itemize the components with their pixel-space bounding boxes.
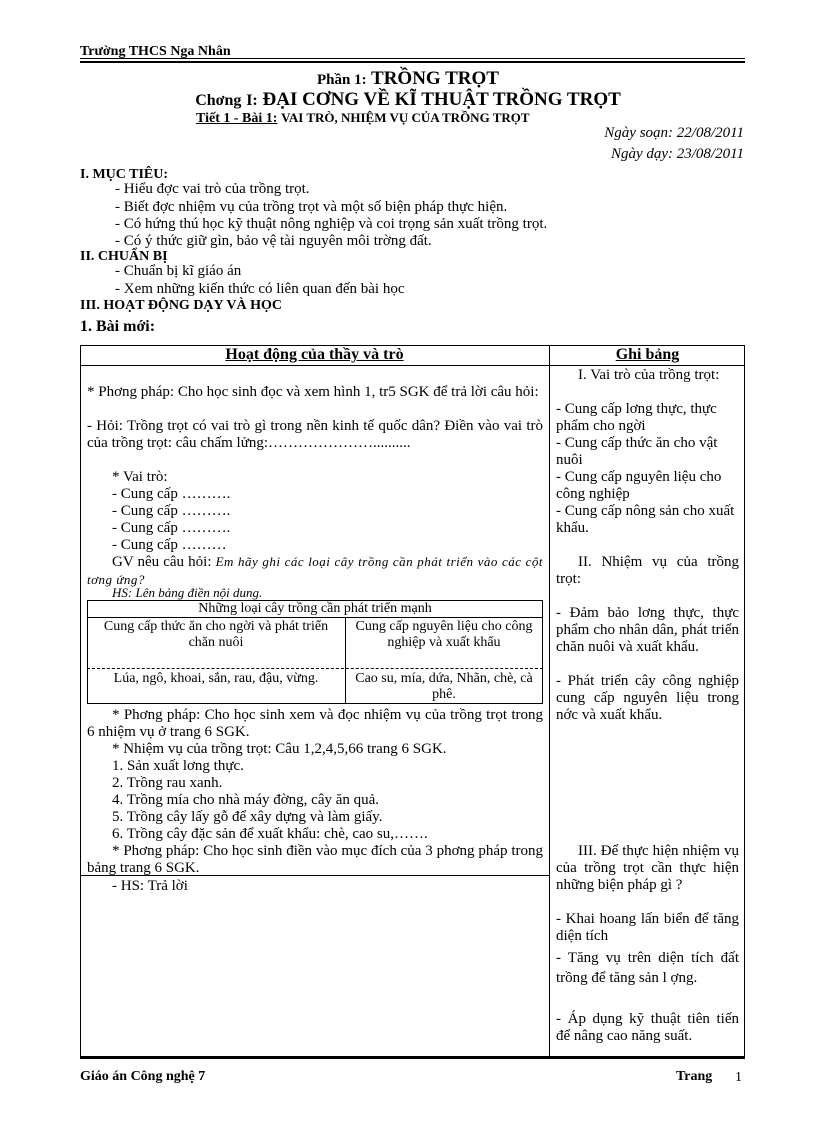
- method-paragraph-2: * Phơng pháp: Cho học sinh xem và đọc nhiệm vụ của trồng trọt trong 6 nhiệm vụ ở trang 6 SGK.: [87, 707, 543, 740]
- part-name: TRỒNG TRỌT: [371, 68, 499, 89]
- new-lesson-heading: 1. Bài mới:: [80, 318, 156, 335]
- crops-table-title: Những loại cây trồng cần phát triển mạnh: [198, 601, 432, 616]
- header-rule-thick: [80, 61, 745, 63]
- crops-table-row-divider: [87, 668, 543, 669]
- crops-col-2-cell: Cao su, mía, dứa, Nhãn, chè, cà phê.: [355, 671, 533, 702]
- roles-title: * Vai trò:: [112, 469, 168, 485]
- objective-item: - Có ý thức giữ gìn, bảo vệ tài nguyên môi trờng đất.: [115, 233, 432, 249]
- board-section-1-item: - Cung cấp nguyên liệu cho công nghiệp: [556, 469, 722, 502]
- lesson-label: Tiết 1 - Bài 1:: [196, 111, 278, 126]
- task-item: 6. Trồng cây đặc sản để xuất khẩu: chè, cao su,…….: [112, 826, 428, 842]
- task-item: 5. Trồng cây lấy gỗ để xây dựng và làm giấy.: [112, 809, 383, 825]
- crops-col-1-header: Cung cấp thức ăn cho ngời và phát triển chăn nuôi: [103, 619, 329, 650]
- question-paragraph: - Hỏi: Trồng trọt có vai trò gì trong nền kinh tế quốc dân? Điền vào vai trò của trồng trọt: câu chấm lửng:…………………..........: [87, 418, 543, 451]
- task-item: 4. Trồng mía cho nhà máy đờng, cây ăn quả.: [112, 792, 380, 808]
- objective-item: - Có hứng thú học kỹ thuật nông nghiệp và coi trọng sản xuất trồng trọt.: [115, 216, 548, 232]
- crops-col-2-header: Cung cấp nguyên liệu cho công nghiệp và xuất khẩu: [355, 619, 533, 650]
- gv-question-text: Em hãy ghi các loại cây trồng cần phát triển vào các cột tơng ứng?: [87, 554, 544, 587]
- date-prepared: Ngày soạn: 22/08/2011: [604, 125, 744, 141]
- activities-heading: III. HOẠT ĐỘNG DẠY VÀ HỌC: [80, 298, 282, 313]
- board-section-3-title: III. Để thực hiện nhiệm vụ của trồng trọt cần thực hiện những biện pháp gì ?: [556, 843, 739, 893]
- preparation-item: - Xem những kiến thức có liên quan đến bài học: [115, 281, 405, 297]
- table-column-divider: [549, 345, 550, 1057]
- part-title: [0, 68, 816, 90]
- role-item: - Cung cấp ……….: [112, 486, 231, 502]
- crops-col-1-cell: Lúa, ngô, khoai, sắn, rau, đậu, vừng.: [113, 671, 319, 686]
- chapter-title: [0, 89, 816, 111]
- crops-table-col-divider: [345, 617, 346, 704]
- page-bottom-rule: [80, 1057, 745, 1059]
- hs-note: HS: Lên bảng điền nội dung.: [112, 585, 263, 600]
- col-header-board: Ghi bảng: [615, 346, 680, 363]
- preparation-item: - Chuẩn bị kĩ giáo án: [115, 263, 242, 279]
- lesson-name: VAI TRÒ, NHIỆM VỤ CỦA TRỒNG TRỌT: [281, 110, 530, 125]
- chapter-num: I:: [246, 92, 258, 109]
- board-section-2-title: II. Nhiệm vụ của trồng trọt:: [556, 554, 739, 587]
- table-header-divider: [80, 365, 745, 366]
- board-section-3-item: - Áp dụng kỹ thuật tiên tiến để nâng cao năng suất.: [556, 1011, 739, 1044]
- col-header-activities: Hoạt động của thầy và trò: [225, 346, 404, 363]
- board-section-1-title: I. Vai trò của trồng trọt:: [578, 367, 720, 383]
- crops-table-divider: [87, 617, 543, 618]
- board-section-3-item: - Khai hoang lấn biển để tăng diện tích: [556, 911, 739, 944]
- school-header: Trường THCS Nga Nhân: [80, 44, 231, 59]
- lesson-title: [196, 110, 530, 127]
- footer-title: Giáo án Công nghệ 7: [80, 1069, 206, 1084]
- board-section-2-item: - Đảm bảo lơng thực, thực phẩm cho nhân dân, phát triển chăn nuôi và xuất khẩu.: [556, 605, 739, 655]
- task-item: 2. Trồng rau xanh.: [112, 775, 223, 791]
- part-label: Phần 1:: [317, 72, 367, 88]
- task-item: 1. Sản xuất lơng thực.: [112, 758, 244, 774]
- preparation-heading: II. CHUẨN BỊ: [80, 249, 168, 264]
- chapter-name: ĐẠI CƠNG VỀ KĨ THUẬT TRỒNG TRỌT: [262, 89, 621, 110]
- objective-item: - Biết đợc nhiệm vụ của trồng trọt và một số biện pháp thực hiện.: [115, 199, 508, 215]
- role-item: - Cung cấp ……….: [112, 520, 231, 536]
- footer-page-number: 1: [735, 1070, 742, 1085]
- objective-item: - Hiểu đợc vai trò của trồng trọt.: [115, 181, 310, 197]
- chapter-label: Chơng: [195, 92, 242, 109]
- gv-question-prefix: GV nêu câu hỏi:: [112, 554, 216, 570]
- method-paragraph-1: * Phơng pháp: Cho học sinh đọc và xem hình 1, tr5 SGK để trả lời câu hỏi:: [87, 384, 539, 400]
- role-item: - Cung cấp ………: [112, 537, 227, 553]
- board-section-1-item: - Cung cấp lơng thực, thực phẩm cho ngời: [556, 401, 717, 434]
- footer-page-label: Trang: [676, 1069, 713, 1084]
- objectives-heading: I. MỤC TIÊU:: [80, 167, 169, 182]
- header-rule: [80, 58, 745, 59]
- board-section-1-item: - Cung cấp thức ăn cho vật nuôi: [556, 435, 718, 468]
- role-item: - Cung cấp ……….: [112, 503, 231, 519]
- method-paragraph-3: * Phơng pháp: Cho học sinh điền vào mục đích của 3 phơng pháp trong bảng trang 6 SGK.: [87, 843, 543, 876]
- tasks-title: * Nhiệm vụ của trồng trọt: Câu 1,2,4,5,66 trang 6 SGK.: [112, 741, 447, 757]
- board-section-3-item: - Tăng vụ trên diện tích đất trồng để tăng sản l ợng.: [556, 950, 739, 986]
- board-section-1-item: - Cung cấp nông sản cho xuất khẩu.: [556, 503, 735, 536]
- date-taught: Ngày dạy: 23/08/2011: [610, 146, 744, 162]
- hs-answer: - HS: Trả lời: [112, 878, 188, 894]
- board-section-2-item: - Phát triển cây công nghiệp cung cấp nguyên liệu trong nớc và xuất khẩu.: [556, 673, 739, 723]
